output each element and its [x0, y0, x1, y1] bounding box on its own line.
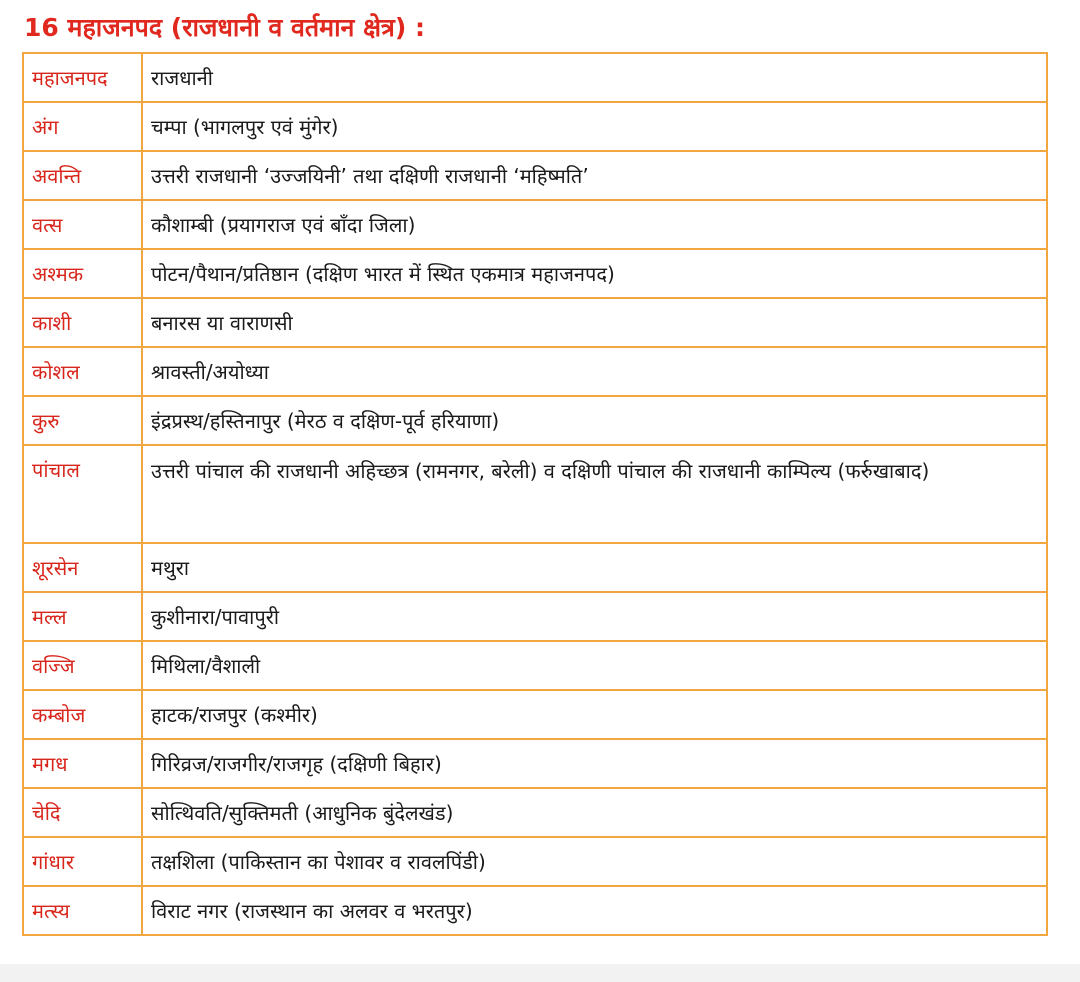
mahajanapada-name: मगध: [23, 739, 142, 788]
header-mahajanapada: महाजनपद: [23, 53, 142, 102]
table-row: [23, 151, 1047, 200]
capital-cell: हाटक/राजपुर (कश्मीर): [142, 690, 1047, 739]
mahajanapada-name: काशी: [23, 298, 142, 347]
capital-cell: कुशीनारा/पावापुरी: [142, 592, 1047, 641]
capital-cell: मिथिला/वैशाली: [142, 641, 1047, 690]
table-row: [23, 200, 1047, 249]
table-row: [23, 102, 1047, 151]
capital-cell: पोटन/पैथान/प्रतिष्ठान (दक्षिण भारत में स्थित एकमात्र महाजनपद): [142, 249, 1047, 298]
table-row: [23, 837, 1047, 886]
capital-cell: बनारस या वाराणसी: [142, 298, 1047, 347]
mahajanapada-name: शूरसेन: [23, 543, 142, 592]
mahajanapada-name: मल्ल: [23, 592, 142, 641]
capital-cell: गिरिव्रज/राजगीर/राजगृह (दक्षिणी बिहार): [142, 739, 1047, 788]
table-row: [23, 886, 1047, 935]
capital-cell: कौशाम्बी (प्रयागराज एवं बाँदा जिला): [142, 200, 1047, 249]
table-row: [23, 592, 1047, 641]
mahajanapada-table: [22, 52, 1048, 936]
header-capital: राजधानी: [142, 53, 1047, 102]
mahajanapada-name: चेदि: [23, 788, 142, 837]
capital-cell: उत्तरी राजधानी ‘उज्जयिनी’ तथा दक्षिणी राजधानी ‘महिष्मति’: [142, 151, 1047, 200]
mahajanapada-name: वज्जि: [23, 641, 142, 690]
table-row: [23, 396, 1047, 445]
mahajanapada-name: कम्बोज: [23, 690, 142, 739]
table-row: [23, 249, 1047, 298]
mahajanapada-name: अंग: [23, 102, 142, 151]
mahajanapada-name: पांचाल: [23, 445, 142, 543]
table-row: [23, 298, 1047, 347]
capital-cell: श्रावस्ती/अयोध्या: [142, 347, 1047, 396]
mahajanapada-name: कोशल: [23, 347, 142, 396]
table-row: [23, 739, 1047, 788]
table-row: [23, 641, 1047, 690]
table-row: [23, 690, 1047, 739]
capital-cell: इंद्रप्रस्थ/हस्तिनापुर (मेरठ व दक्षिण-पूर्व हरियाणा): [142, 396, 1047, 445]
capital-cell: उत्तरी पांचाल की राजधानी अहिच्छत्र (रामनगर, बरेली) व दक्षिणी पांचाल की राजधानी काम्पिल्य (फर्रुखाबाद): [142, 445, 1047, 543]
mahajanapada-name: अवन्ति: [23, 151, 142, 200]
capital-cell: तक्षशिला (पाकिस्तान का पेशावर व रावलपिंडी): [142, 837, 1047, 886]
table-header-row: [23, 53, 1047, 102]
page-title: 16 महाजनपद (राजधानी व वर्तमान क्षेत्र) :: [24, 13, 425, 42]
capital-cell: सोत्थिवति/सुक्तिमती (आधुनिक बुंदेलखंड): [142, 788, 1047, 837]
bottom-divider: [0, 964, 1080, 982]
capital-cell: विराट नगर (राजस्थान का अलवर व भरतपुर): [142, 886, 1047, 935]
mahajanapada-name: अश्मक: [23, 249, 142, 298]
table-row: [23, 347, 1047, 396]
mahajanapada-name: गांधार: [23, 837, 142, 886]
capital-cell: चम्पा (भागलपुर एवं मुंगेर): [142, 102, 1047, 151]
mahajanapada-name: कुरु: [23, 396, 142, 445]
table-row: [23, 543, 1047, 592]
mahajanapada-name: वत्स: [23, 200, 142, 249]
capital-cell: मथुरा: [142, 543, 1047, 592]
table-row: [23, 445, 1047, 543]
table-row: [23, 788, 1047, 837]
mahajanapada-name: मत्स्य: [23, 886, 142, 935]
